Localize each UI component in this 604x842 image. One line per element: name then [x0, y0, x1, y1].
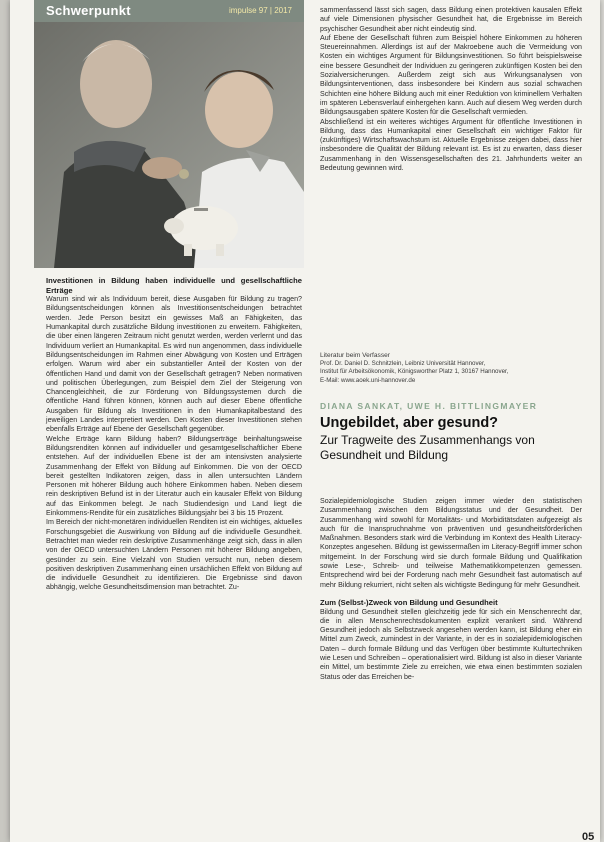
section-title: Schwerpunkt — [46, 3, 131, 18]
institute-line: Institut für Arbeitsökonomik, Königsworther Platz 1, 30167 Hannover, — [320, 368, 509, 376]
literature-note: Literatur beim Verfasser — [320, 352, 390, 359]
left-text-column — [46, 276, 302, 593]
article-intro: Sozialepidemiologische Studien zeigen immer wieder den statistischen Zusammenhang zwischen dem Bildungsstatus und der Gesundheit. Der Zusammenhang wird sowohl für Mortalitäts- und Morbiditätsdaten aufgezeigt als auch für die Inanspruchnahme von präventiven und gesundheitsförderlichen Maßnahmen. Besonders stark wird die Verbindung im Kontext des Health Literacy-Konzeptes angesehen. Bildung ist gewissermaßen im Literacy-Begriff immer schon mitgemeint. In der Forschung wird sie durch formale Bildung und Qualifikation sowie Lese-, Schreib- und teilweise Mathematikkompetenzen gemessen. Entsprechend wird bei der Forderung nach mehr Gesundheit fast automatisch auf mehr Bildung rekurriert, nicht selten als wichtigste Bedingung für mehr Gesundheit. — [320, 497, 582, 589]
article-body — [320, 497, 582, 682]
author-line: Prof. Dr. Daniel D. Schnitzlein, Leibniz Universität Hannover, — [320, 360, 486, 368]
section-heading-investments: Investitionen in Bildung haben individuelle und gesellschaftliche Erträge — [46, 276, 302, 295]
photo-grandfather-boy-piggybank — [34, 22, 304, 268]
issue-label: impulse 97 | 2017 — [228, 6, 292, 15]
article-section-text: Bildung und Gesundheit stellen gleichzeitig jede für sich ein Menschenrecht dar, die in allen Menschenrechtsdokumenten explizit verankert sind. Während Gesundheit jedoch als Selbstzweck angesehen werden kann, ist Bildung eher ein Mittel zum Zweck, zumindest in der Variante, in der es in sozialepidemiologischen Daten – durch formale Bildung und das Verfügen über bestimmte Kulturtechniken wie Lesen und Schreiben – operationalisiert wird. Bildung ist also in dieser Variante ein Mittel, um bestimmte Ziele zu erreichen, wie etwa einen bestimmten sozialen Status oder das Erreichen be- — [320, 607, 582, 681]
paragraph: Warum sind wir als Individuum bereit, diese Ausgaben für Bildung zu tragen? Bildungsentscheidungen können als Investitionsentscheidungen betrachtet werden. Jede Person besitzt ein gewisses Maß an Fähigkeiten, das Humankapital durch zusätzliche Bildung investitionen zu erweitern. Fähigkeiten, die über einen längeren Zeitraum nicht genutzt werden, werden verlernt und das Individuum verliert an Humankapital. Es wird nun angenommen, dass individuelle Bildungsentscheidungen im Rahmen einer Abwägung von Kosten und Erträgen erfolgen. Warum wird aber ein substantieller Anteil der Kosten von der öffentlichen Hand und damit von der Gesellschaft getragen? Neben normativen und politischen Überlegungen, zum Beispiel dem Ziel der Steigerung von Chancengleichheit, die zur Förderung von Bildungssystemen durch die öffentliche Hand führen können, können auch auf dieser Ebene öffentliche Ausgaben für Bildung als Investitionen in den Humankapitalbestand des jeweiligen Landes interpretiert werden. Den Kosten dieser Investitionen stehen ebenfalls Erträge auf Ebene der Gesellschaft gegenüber. — [46, 295, 302, 434]
paragraph: Auf Ebene der Gesellschaft führen zum Beispiel höhere Einkommen zu höheren Steuereinnahmen. Allerdings ist auf der Makroebene auch die Vermeidung von Kosten ein wichtiges Argument für Bildungsinvestitionen. So führt beispielsweise eine bessere Gesundheit der Individuen zu geringeren zukünftigen Kosten bei den Sozialversicherungen. Außerdem zeigt sich aus Wirkungsanalysen von Bildungsinterventionen, dass insbesondere bei Kindern aus sozial schwachen Schichten eine höhere Bildung auch mit einer Reduktion von kriminellem Verhalten im späteren Lebensverlauf einhergehen kann. Auch auf diesem Weg werden durch Bildungsausgaben spätere Kosten für die Gesellschaft vermieden. — [320, 33, 582, 117]
author-contact-box — [320, 352, 582, 385]
paragraph: sammenfassend lässt sich sagen, dass Bildung einen protektiven kausalen Effekt auf viele Dimensionen physischer Gesundheit hat, die Ergebnisse im Bereich psychischer Gesundheit aber nicht eindeutig sind. — [320, 6, 582, 33]
paragraph: Im Bereich der nicht-monetären individuellen Renditen ist ein wichtiges, aktuelles Forschungsgebiet die Auswirkung von Bildung auf die individuelle Gesundheit. Betrachtet man wieder rein deskriptive Zusammenhänge zeigt sich, dass in allen von der OECD untersuchten Ländern Personen mit höherer Bildung angeben, gesünder zu sein. Eine Vielzahl von Studien versucht nun, neben diesem positiven deskriptiven Zusammenhang einen ursächlichen Effekt von Bildung auf die individuelle Gesundheit zu identifizieren. Die Ergebnisse sind davon abhängig, welche Gesundheitsdimension man betrachtet. Zu- — [46, 518, 302, 592]
article-authors: DIANA SANKAT, UWE H. BITTLINGMAYER — [320, 401, 538, 411]
right-text-column — [320, 6, 582, 173]
paragraph: Welche Erträge kann Bildung haben? Bildungserträge beinhaltungsweise Bildungsrenditen können auf individueller und gesamtgesellschaftlicher Ebene entstehen. Auf der individuellen Ebene ist der am intensivsten analysierte Zusammenhang der Effekt von Bildung auf Einkommen. Die von der OECD bereit gestellten Indikatoren zeigen, dass in allen untersuchten Ländern Personen mit höherer Bildung auch höhere Einkommen haben. Neben diesem rein deskriptiven Befund ist in der Literatur auch ein kausaler Effekt von Bildung auf das Einkommen belegt. Je nach Studiendesign und Land liegt die Einkommens-Rendite für ein zusätzliches Bildungsjahr bei 3 bis 15 Prozent. — [46, 434, 302, 518]
article-title: Ungebildet, aber gesund? — [320, 415, 499, 431]
section-header — [34, 0, 304, 22]
article-section-heading: Zum (Selbst-)Zweck von Bildung und Gesundheit — [320, 597, 498, 607]
article-subtitle: Zur Tragweite des Zusammenhangs von Gesundheit und Bildung — [320, 433, 535, 462]
page-number: 05 — [582, 831, 595, 842]
page-edge — [0, 0, 10, 842]
paragraph: Abschließend ist ein weiteres wichtiges Argument für öffentliche Investitionen in Bildung, dass das Humankapital einer Gesellschaft ein wichtiger Faktor für (zukünftiges) Wirtschaftswachstum ist. Aktuelle Ergebnisse zeigen dabei, dass hier insbesondere die Qualität der Bildung relevant ist. Es ist zu erwarten, dass dieser Zusammenhang in den Wissensgesellschaften des 21. Jahrhunderts weiter an Bedeutung gewinnen wird. — [320, 117, 582, 173]
magazine-page — [10, 0, 600, 842]
email-line: E-Mail: www.aoek.uni-hannover.de — [320, 376, 416, 384]
